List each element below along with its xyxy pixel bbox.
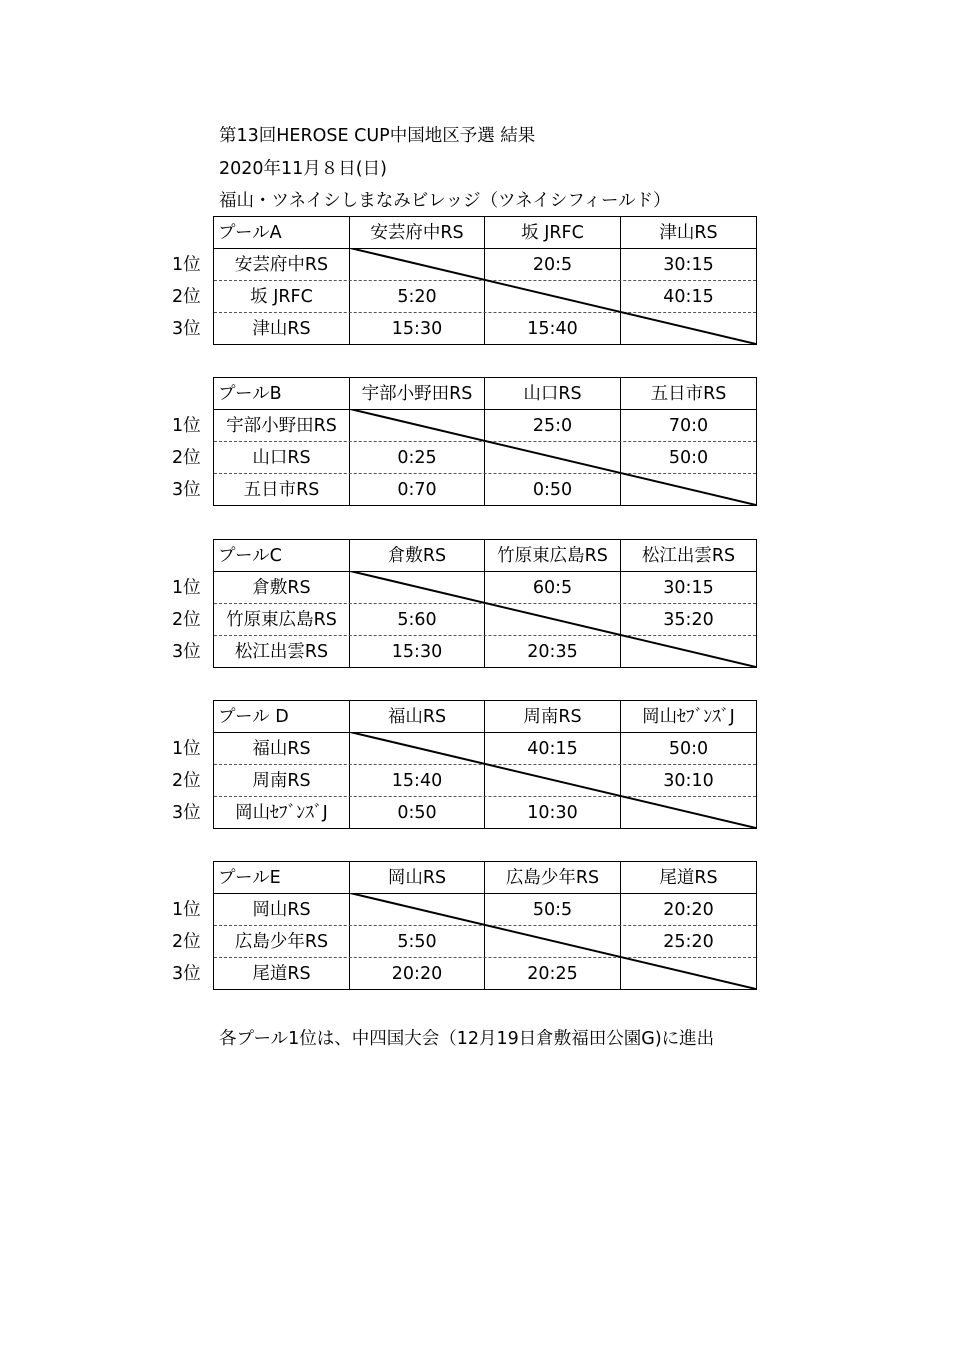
column-team-header: 津山RS xyxy=(659,223,718,243)
score-cell: 5:20 xyxy=(397,287,437,307)
column-team-header: 尾道RS xyxy=(659,868,718,888)
score-cell: 15:40 xyxy=(391,771,443,791)
pool-table-b xyxy=(170,377,770,506)
column-team-header: 周南RS xyxy=(523,707,582,727)
pool-name: プールE xyxy=(218,868,281,888)
column-team-header: 坂 JRFC xyxy=(521,223,584,243)
score-cell: 60:5 xyxy=(532,578,573,598)
pool-name: プールA xyxy=(218,223,282,243)
column-team-header: 福山RS xyxy=(387,707,447,727)
column-team-header: 倉敷RS xyxy=(387,546,447,566)
results-grid xyxy=(213,700,757,829)
row-team-name: 倉敷RS xyxy=(252,578,311,598)
row-team-name: 周南RS xyxy=(252,771,311,791)
score-cell: 35:20 xyxy=(663,610,714,630)
document-title: 第13回HEROSE CUP中国地区予選 結果 xyxy=(219,126,536,146)
column-team-header: 宇部小野田RS xyxy=(361,384,473,404)
rank-label: 3位 xyxy=(172,480,201,500)
row-team-name: 坂 JRFC xyxy=(250,287,313,307)
row-team-name: 岡山RS xyxy=(252,900,311,920)
column-team-header: 山口RS xyxy=(523,384,582,404)
rank-label: 1位 xyxy=(172,255,201,275)
score-cell: 0:50 xyxy=(532,480,573,500)
rank-label: 3位 xyxy=(172,964,201,984)
column-team-header: 広島少年RS xyxy=(505,868,600,888)
score-cell: 15:30 xyxy=(391,642,443,662)
column-team-header: 竹原東広島RS xyxy=(497,546,608,566)
row-team-name: 宇部小野田RS xyxy=(226,416,337,436)
rank-label: 1位 xyxy=(172,739,201,759)
score-cell: 50:0 xyxy=(668,739,709,759)
advancement-note: 各プール1位は、中四国大会（12月19日倉敷福田公園G)に進出 xyxy=(219,1029,715,1049)
column-team-header: 松江出雲RS xyxy=(641,546,736,566)
rank-label: 1位 xyxy=(172,578,201,598)
score-cell: 30:15 xyxy=(663,255,714,275)
score-cell: 25:0 xyxy=(532,416,573,436)
row-team-name: 五日市RS xyxy=(243,480,320,500)
column-team-header: 安芸府中RS xyxy=(370,223,464,243)
rank-label: 3位 xyxy=(172,803,201,823)
score-cell: 30:10 xyxy=(663,771,714,791)
results-grid xyxy=(213,861,757,990)
row-team-name: 竹原東広島RS xyxy=(226,610,337,630)
column-team-header: 岡山RS xyxy=(387,868,447,888)
pool-name: プールB xyxy=(218,384,282,404)
rank-label: 2位 xyxy=(172,771,201,791)
score-cell: 5:60 xyxy=(397,610,437,630)
score-cell: 50:5 xyxy=(532,900,573,920)
results-grid xyxy=(213,539,757,668)
score-cell: 20:25 xyxy=(527,964,578,984)
score-cell: 0:50 xyxy=(397,803,437,823)
results-grid xyxy=(213,377,757,506)
pool-table-d xyxy=(170,700,770,829)
score-cell: 20:35 xyxy=(527,642,578,662)
row-team-name: 福山RS xyxy=(252,739,311,759)
rank-label: 1位 xyxy=(172,416,201,436)
score-cell: 20:5 xyxy=(532,255,573,275)
score-cell: 40:15 xyxy=(663,287,714,307)
column-team-header: 五日市RS xyxy=(650,384,727,404)
score-cell: 0:25 xyxy=(397,448,437,468)
pool-table-e xyxy=(170,861,770,990)
venue: 福山・ツネイシしまなみビレッジ（ツネイシフィールド） xyxy=(219,191,671,211)
score-cell: 15:40 xyxy=(527,319,578,339)
rank-label: 2位 xyxy=(172,932,201,952)
pool-name: プールC xyxy=(218,546,282,566)
score-cell: 30:15 xyxy=(663,578,714,598)
row-team-name: 岡山ｾﾌﾞﾝｽﾞJ xyxy=(235,803,328,823)
score-cell: 20:20 xyxy=(663,900,714,920)
row-team-name: 山口RS xyxy=(252,448,311,468)
column-team-header: 岡山ｾﾌﾞﾝｽﾞJ xyxy=(642,707,735,727)
results-grid xyxy=(213,216,757,345)
match-date: 2020年11月８日(日) xyxy=(219,159,387,179)
rank-label: 3位 xyxy=(172,319,201,339)
row-team-name: 尾道RS xyxy=(252,964,311,984)
row-team-name: 安芸府中RS xyxy=(234,255,329,275)
score-cell: 70:0 xyxy=(668,416,709,436)
rank-label: 2位 xyxy=(172,448,201,468)
pool-name: プール D xyxy=(218,707,289,727)
rank-label: 1位 xyxy=(172,900,201,920)
score-cell: 5:50 xyxy=(397,932,437,952)
rank-label: 2位 xyxy=(172,287,201,307)
score-cell: 40:15 xyxy=(527,739,578,759)
row-team-name: 津山RS xyxy=(252,319,311,339)
score-cell: 10:30 xyxy=(527,803,578,823)
score-cell: 15:30 xyxy=(391,319,443,339)
rank-label: 2位 xyxy=(172,610,201,630)
pool-table-c xyxy=(170,539,770,668)
score-cell: 20:20 xyxy=(391,964,443,984)
row-team-name: 広島少年RS xyxy=(234,932,329,952)
score-cell: 0:70 xyxy=(397,480,437,500)
rank-label: 3位 xyxy=(172,642,201,662)
score-cell: 50:0 xyxy=(668,448,709,468)
score-cell: 25:20 xyxy=(663,932,714,952)
pool-table-a xyxy=(170,216,770,345)
row-team-name: 松江出雲RS xyxy=(234,642,329,662)
